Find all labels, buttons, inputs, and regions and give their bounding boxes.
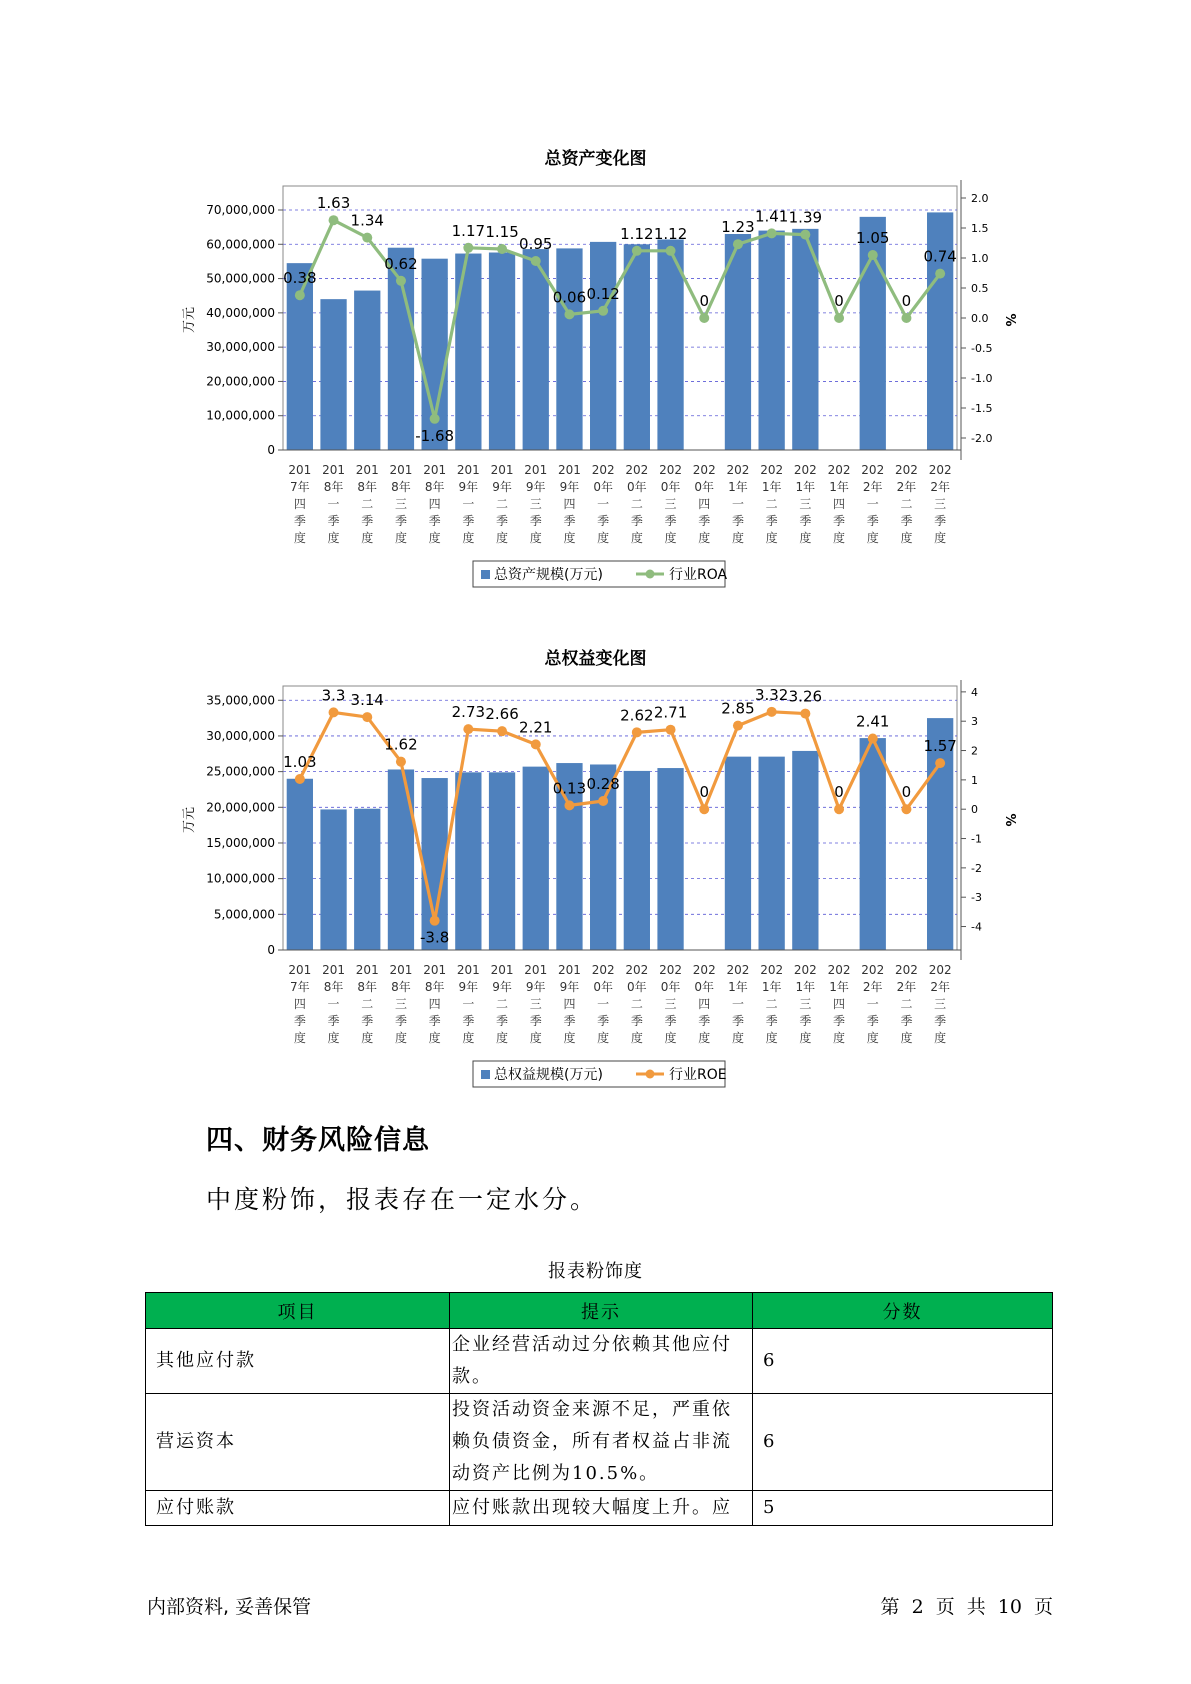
line-point	[901, 804, 911, 814]
x-tick-label: 202 1年四季度	[827, 963, 851, 1045]
y-tick-label: 10,000,000	[206, 408, 275, 423]
x-tick-label: 202 1年一季度	[726, 963, 750, 1045]
bar	[624, 244, 650, 450]
y-tick-label: 70,000,000	[206, 203, 275, 217]
y2-tick-label: 1.0	[971, 252, 989, 265]
y2-tick-label: -1	[971, 832, 982, 846]
y2-tick-label: 3	[971, 715, 978, 729]
line-point	[598, 796, 608, 806]
line-point	[666, 246, 676, 256]
data-label: 0.12	[586, 284, 620, 303]
table-row	[146, 1394, 1053, 1491]
legend-line-label: 行业ROE	[669, 1067, 727, 1083]
x-tick-label: 202 1年二季度	[760, 463, 784, 545]
data-label: 0	[834, 292, 844, 310]
x-tick-label: 201 8年一季度	[322, 963, 346, 1045]
x-tick-label: 201 8年四季度	[423, 463, 447, 545]
line-point	[666, 725, 676, 735]
line-point	[531, 739, 541, 749]
x-tick-label: 201 7年四季度	[288, 963, 312, 1045]
bar	[320, 299, 346, 450]
data-label: 1.03	[283, 752, 317, 771]
row-score: 5	[753, 1491, 1053, 1526]
y-tick-label: 0	[267, 443, 275, 457]
y-tick-label: 5,000,000	[213, 907, 275, 922]
line-point	[868, 250, 878, 260]
line-point	[295, 774, 305, 784]
x-tick-label: 201 8年二季度	[355, 463, 379, 545]
data-label: 1.15	[485, 223, 519, 241]
table-row	[146, 1329, 1053, 1394]
x-tick-label: 202 2年二季度	[894, 963, 918, 1045]
line-point	[733, 239, 743, 249]
chart-title-equity: 总权益变化图	[544, 649, 647, 669]
data-label: 1.39	[788, 208, 823, 227]
y-tick-label: 0	[267, 943, 275, 957]
x-tick-label: 201 9年一季度	[456, 463, 480, 545]
y2-tick-label: -0.5	[971, 342, 993, 355]
x-tick-label: 202 0年一季度	[591, 963, 615, 1045]
bar	[725, 757, 751, 950]
data-label: 1.12	[653, 224, 688, 243]
header-score: 分数	[753, 1293, 1053, 1329]
total-equity-chart	[0, 670, 1191, 1090]
y2-tick-label: 1	[971, 773, 978, 787]
y2-tick-label: 0.5	[971, 282, 989, 295]
data-label: 3.32	[754, 685, 789, 704]
y2-tick-label: -1.0	[971, 372, 993, 385]
data-label: -3.8	[420, 928, 450, 947]
y2-tick-label: -3	[971, 891, 982, 905]
bar	[624, 771, 650, 950]
y2-tick-label: -2	[971, 861, 982, 875]
row-hint: 企业经营活动过分依赖其他应付款。	[450, 1329, 753, 1394]
line-point	[463, 243, 473, 253]
x-tick-label: 202 1年四季度	[827, 463, 851, 545]
risk-table	[145, 1292, 1053, 1526]
line-point	[598, 306, 608, 316]
y-axis-label: 万元	[182, 806, 197, 834]
bar	[590, 242, 616, 450]
line-point	[699, 804, 709, 814]
y-tick-label: 20,000,000	[206, 800, 275, 815]
x-tick-label: 201 9年三季度	[524, 963, 548, 1045]
line-point	[564, 309, 574, 319]
bar	[657, 768, 683, 950]
y-tick-label: 50,000,000	[206, 271, 275, 286]
y-tick-label: 25,000,000	[206, 764, 275, 779]
row-item: 应付账款	[146, 1491, 450, 1526]
y2-axis-label: %	[1002, 813, 1017, 827]
x-tick-label: 202 0年二季度	[625, 463, 649, 545]
x-tick-label: 202 0年四季度	[692, 963, 716, 1045]
y2-tick-label: 0	[971, 803, 978, 817]
line-point	[430, 916, 440, 926]
data-label: 0.06	[552, 288, 587, 307]
data-label: 3.14	[350, 691, 384, 710]
data-label: 2.41	[856, 712, 890, 731]
line-point	[295, 290, 305, 300]
legend-bar-label: 总资产规模(万元)	[494, 567, 603, 583]
y2-tick-label: 4	[971, 685, 978, 699]
row-hint: 投资活动资金来源不足，严重依赖负债资金，所有者权益占非流动资产比例为10.5%。	[450, 1394, 753, 1491]
y-tick-label: 15,000,000	[206, 835, 275, 850]
line-point	[935, 758, 945, 768]
line-point	[834, 804, 844, 814]
x-tick-label: 201 9年一季度	[456, 963, 480, 1045]
data-label: 3.26	[788, 687, 823, 706]
bar	[523, 249, 549, 450]
bar	[320, 809, 346, 950]
data-label: 1.63	[316, 194, 351, 213]
x-tick-label: 201 9年四季度	[557, 463, 581, 545]
y-tick-label: 60,000,000	[206, 237, 275, 252]
x-tick-label: 202 1年二季度	[760, 963, 784, 1045]
row-score: 6	[753, 1329, 1053, 1394]
x-tick-label: 201 8年三季度	[389, 963, 413, 1045]
x-tick-label: 202 0年二季度	[625, 963, 649, 1045]
bar	[523, 767, 549, 950]
data-label: 3.3	[321, 686, 346, 705]
y2-tick-label: -1.5	[971, 402, 993, 415]
x-tick-label: 202 2年二季度	[894, 463, 918, 545]
y-tick-label: 35,000,000	[206, 693, 275, 708]
bar	[388, 769, 414, 950]
legend-line-label: 行业ROA	[669, 567, 728, 583]
bar	[287, 779, 313, 950]
legend-bar-label: 总权益规模(万元)	[494, 1067, 603, 1083]
y-tick-label: 10,000,000	[206, 871, 275, 886]
line-point	[935, 269, 945, 279]
data-label: 0	[901, 292, 912, 310]
data-label: -1.68	[415, 426, 455, 445]
x-tick-label: 201 8年三季度	[389, 463, 413, 545]
data-label: 0	[834, 783, 844, 802]
bar	[489, 772, 515, 950]
footer-page-number: 第 2 页 共 10 页	[880, 1596, 1053, 1618]
data-label: 1.17	[451, 221, 486, 240]
line-point	[430, 414, 440, 424]
table-header-row	[146, 1293, 1053, 1329]
data-label: 0.74	[923, 247, 957, 266]
footer-confidential: 内部资料, 妥善保管	[147, 1596, 312, 1618]
chart-title-assets: 总资产变化图	[544, 149, 647, 169]
bar	[354, 291, 380, 450]
x-tick-label: 202 2年一季度	[861, 463, 885, 545]
bar	[455, 254, 481, 450]
x-tick-label: 201 7年四季度	[288, 463, 312, 545]
y2-tick-label: 2.0	[971, 192, 989, 205]
x-tick-label: 202 0年一季度	[591, 463, 615, 545]
data-label: 0	[699, 783, 710, 802]
x-tick-label: 201 9年三季度	[524, 463, 548, 545]
line-point	[632, 727, 642, 737]
data-label: 2.21	[519, 718, 553, 737]
x-tick-label: 201 8年二季度	[355, 963, 379, 1045]
data-label: 0.13	[552, 779, 587, 798]
data-label: 1.34	[350, 211, 384, 230]
x-tick-label: 202 1年三季度	[793, 963, 817, 1045]
x-tick-label: 202 2年三季度	[928, 963, 952, 1045]
header-hint: 提示	[450, 1293, 753, 1329]
x-tick-label: 201 8年一季度	[322, 463, 346, 545]
bar	[759, 231, 785, 450]
line-point	[362, 712, 372, 722]
data-label: 2.85	[721, 699, 755, 718]
line-point	[901, 313, 911, 323]
y2-axis-label: %	[1002, 313, 1017, 327]
y2-tick-label: 1.5	[971, 222, 989, 235]
row-item: 其他应付款	[146, 1329, 450, 1394]
x-tick-label: 202 1年一季度	[726, 463, 750, 545]
x-tick-label: 202 0年三季度	[659, 463, 683, 545]
y-tick-label: 40,000,000	[206, 305, 275, 320]
data-label: 0.28	[586, 774, 620, 793]
data-label: 1.05	[856, 229, 890, 247]
x-tick-label: 201 9年二季度	[490, 963, 514, 1045]
line-point	[800, 230, 810, 240]
line-point	[699, 313, 709, 323]
line-point	[834, 313, 844, 323]
line-point	[632, 246, 642, 256]
row-hint: 应付账款出现较大幅度上升。应	[450, 1491, 753, 1526]
bar	[759, 757, 785, 950]
data-label: 0.38	[283, 269, 317, 288]
bar	[354, 809, 380, 950]
data-label: 1.12	[620, 224, 654, 243]
data-label: 2.66	[485, 705, 519, 724]
line-point	[800, 709, 810, 719]
row-item: 营运资本	[146, 1394, 450, 1491]
x-tick-label: 202 0年四季度	[692, 463, 716, 545]
data-label: 2.62	[620, 706, 654, 725]
data-label: 2.71	[653, 703, 688, 722]
data-label: 0	[901, 783, 912, 802]
data-label: 0.62	[384, 254, 418, 273]
x-tick-label: 201 9年四季度	[557, 963, 581, 1045]
line-point	[362, 233, 372, 243]
bar	[792, 751, 818, 950]
line-point	[868, 734, 878, 744]
y-axis-label: 万元	[182, 306, 197, 334]
y2-tick-label: 2	[971, 744, 978, 758]
line-point	[767, 228, 777, 238]
bar	[860, 738, 886, 950]
legend-line-marker	[646, 570, 655, 579]
line-point	[396, 276, 406, 286]
data-label: 0.95	[519, 235, 553, 253]
x-tick-label: 201 9年二季度	[490, 463, 514, 545]
data-label: 0	[699, 292, 710, 310]
line-point	[564, 800, 574, 810]
x-tick-label: 202 0年三季度	[659, 963, 683, 1045]
y2-tick-label: 0.0	[971, 312, 989, 325]
row-score: 6	[753, 1394, 1053, 1491]
section-body: 中度粉饰，报表存在一定水分。	[206, 1185, 599, 1214]
data-label: 1.62	[384, 735, 418, 754]
y-tick-label: 30,000,000	[206, 728, 275, 743]
data-label: 1.41	[754, 207, 789, 226]
legend-line-marker	[646, 1070, 655, 1079]
line-point	[733, 721, 743, 731]
data-label: 1.23	[721, 218, 755, 237]
legend-bar-swatch	[481, 1070, 490, 1079]
line-point	[329, 707, 339, 717]
line-point	[497, 244, 507, 254]
table-row	[146, 1491, 1053, 1526]
table-caption: 报表粉饰度	[548, 1261, 643, 1282]
line-point	[531, 256, 541, 266]
line-point	[767, 707, 777, 717]
x-tick-label: 201 8年四季度	[423, 963, 447, 1045]
data-label: 1.57	[923, 737, 957, 756]
bar	[792, 229, 818, 450]
line-point	[329, 215, 339, 225]
y2-tick-label: -4	[971, 920, 982, 934]
line-point	[463, 724, 473, 734]
bar	[455, 772, 481, 950]
x-tick-label: 202 2年一季度	[861, 963, 885, 1045]
data-label: 2.73	[451, 703, 486, 722]
header-item: 项目	[146, 1293, 450, 1329]
line-point	[497, 726, 507, 736]
bar	[556, 248, 582, 450]
y2-tick-label: -2.0	[971, 432, 993, 445]
y-tick-label: 20,000,000	[206, 374, 275, 389]
x-tick-label: 202 2年三季度	[928, 463, 952, 545]
x-tick-label: 202 1年三季度	[793, 463, 817, 545]
total-assets-chart	[0, 170, 1191, 590]
bar	[489, 253, 515, 450]
y-tick-label: 30,000,000	[206, 340, 275, 355]
legend-bar-swatch	[481, 570, 490, 579]
line-point	[396, 757, 406, 767]
section-heading: 四、财务风险信息	[206, 1125, 430, 1156]
